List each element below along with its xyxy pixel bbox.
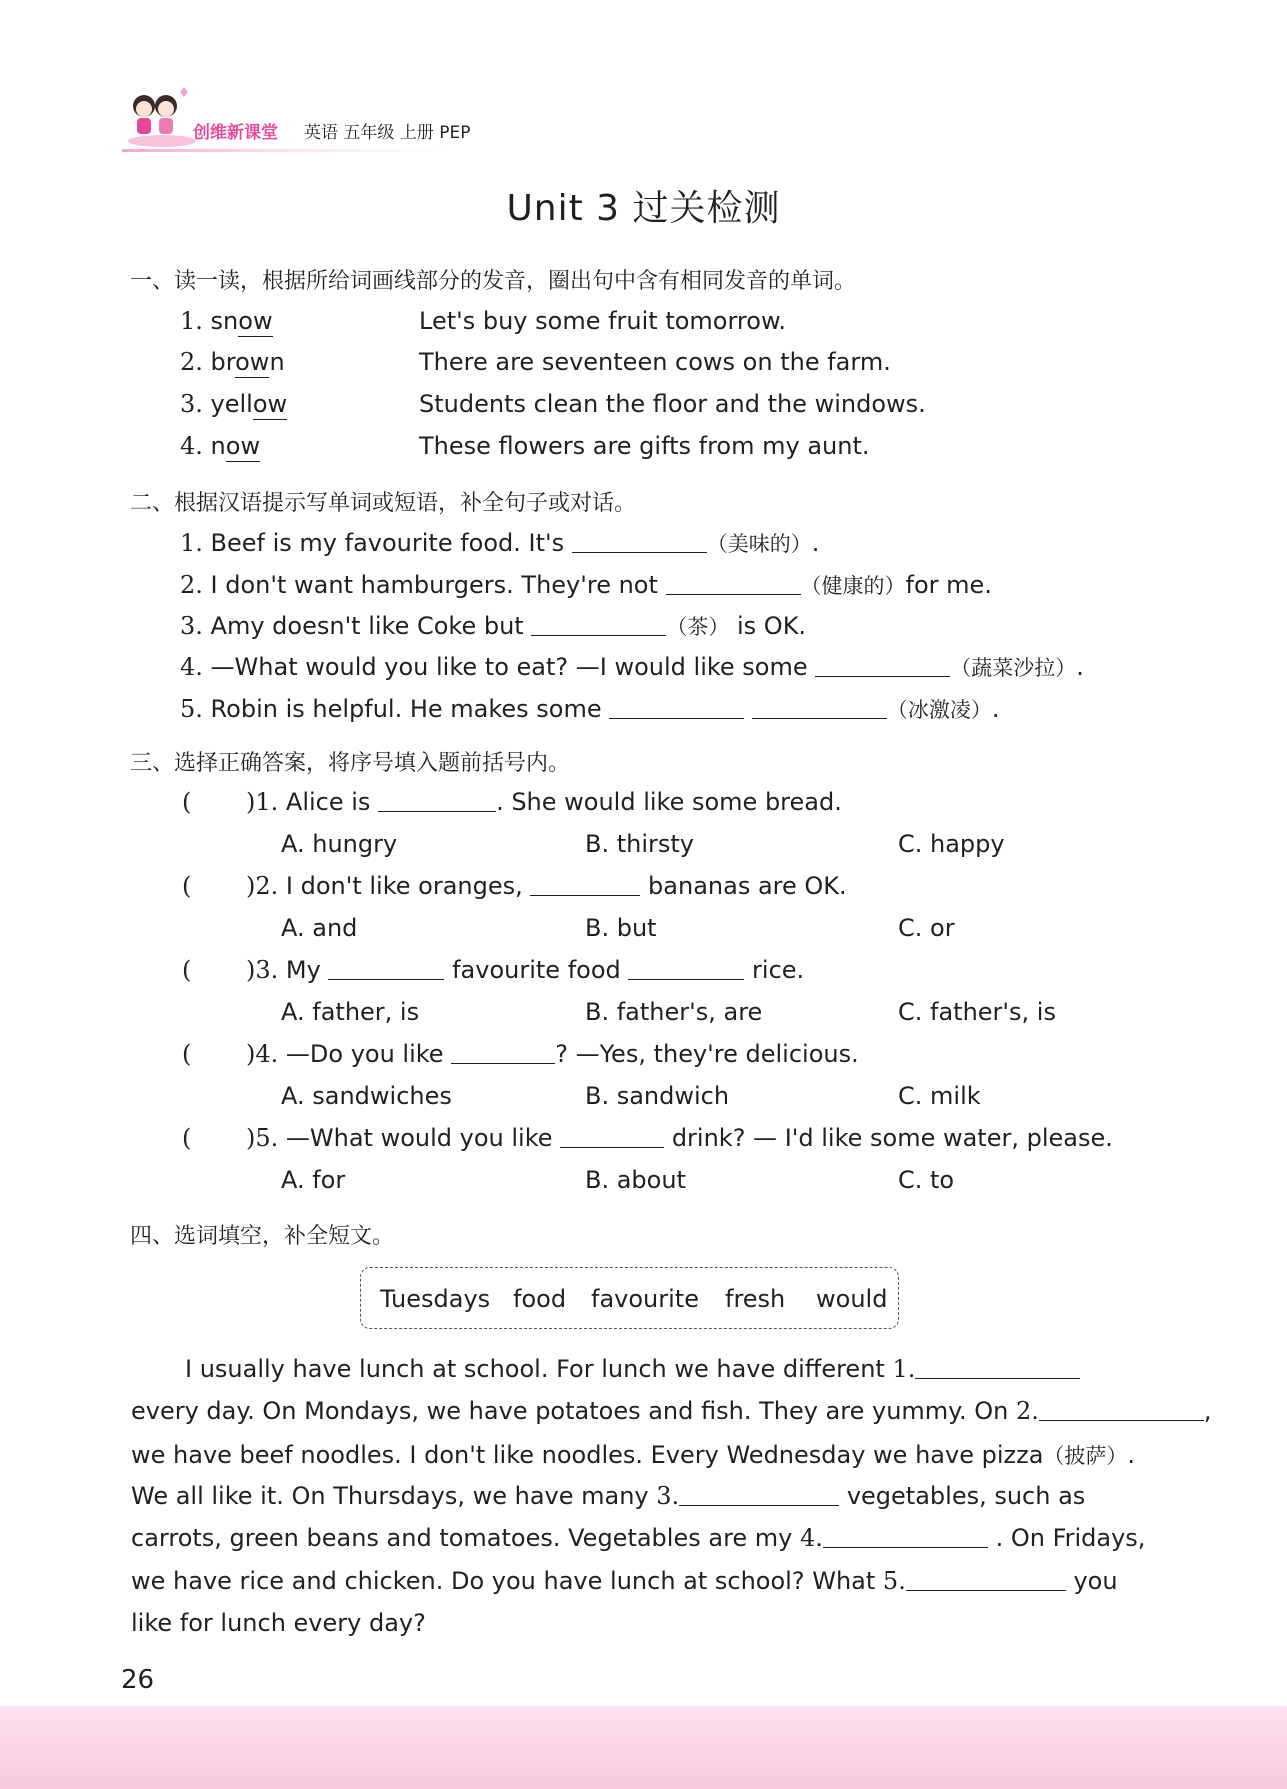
option-a[interactable]: A. for bbox=[281, 1166, 346, 1194]
section4-heading: 四、选词填空，补全短文。 bbox=[130, 1224, 395, 1249]
answer-bracket[interactable]: ( bbox=[182, 1124, 192, 1152]
s1-word-2: 2. brown bbox=[180, 348, 285, 376]
passage-line-4: We all like it. On Thursdays, we have many 3. vegetables, such as bbox=[131, 1482, 1086, 1510]
s1-sentence-4: These flowers are gifts from my aunt. bbox=[419, 432, 870, 460]
option-b[interactable]: B. about bbox=[585, 1166, 686, 1194]
option-b[interactable]: B. sandwich bbox=[585, 1082, 730, 1110]
passage-line-5: carrots, green beans and tomatoes. Vegetables are my 4. . On Fridays, bbox=[131, 1524, 1146, 1552]
answer-bracket[interactable]: ( bbox=[182, 788, 192, 816]
option-a[interactable]: A. father, is bbox=[281, 998, 420, 1026]
option-a[interactable]: A. and bbox=[281, 914, 358, 942]
passage-blank-5[interactable] bbox=[906, 1568, 1066, 1591]
answer-bracket[interactable]: ( bbox=[182, 956, 192, 984]
s1-sentence-2: There are seventeen cows on the farm. bbox=[419, 348, 891, 376]
option-c[interactable]: C. to bbox=[898, 1166, 955, 1194]
footer-band bbox=[0, 1706, 1287, 1789]
book-info: 英语 五年级 上册 PEP bbox=[304, 123, 471, 143]
s1-word-1: 1. snow bbox=[180, 307, 273, 335]
answer-blank[interactable] bbox=[752, 696, 887, 719]
answer-blank[interactable] bbox=[531, 613, 666, 636]
s3-question-5: )5. —What would you like drink? — I'd like some water, please. bbox=[246, 1124, 1113, 1152]
option-a[interactable]: A. hungry bbox=[281, 830, 398, 858]
answer-blank bbox=[451, 1041, 555, 1064]
option-c[interactable]: C. happy bbox=[898, 830, 1005, 858]
answer-blank bbox=[628, 957, 744, 980]
s1-word-4: 4. now bbox=[180, 432, 261, 460]
s1-word-3: 3. yellow bbox=[180, 390, 288, 418]
s2-item-4: 4. —What would you like to eat? —I would like some （蔬菜沙拉）. bbox=[180, 653, 1084, 681]
answer-blank bbox=[328, 957, 444, 980]
option-c[interactable]: C. milk bbox=[898, 1082, 981, 1110]
answer-blank bbox=[530, 873, 640, 896]
word-bank-item: food bbox=[513, 1285, 567, 1313]
option-b[interactable]: B. father's, are bbox=[585, 998, 763, 1026]
passage-blank-1[interactable] bbox=[915, 1356, 1080, 1379]
answer-blank bbox=[378, 789, 496, 812]
word-bank-item: fresh bbox=[725, 1285, 786, 1313]
s3-question-2: )2. I don't like oranges, bananas are OK. bbox=[246, 872, 847, 900]
s2-item-2: 2. I don't want hamburgers. They're not （健康的）for me. bbox=[180, 571, 992, 599]
s1-sentence-1: Let's buy some fruit tomorrow. bbox=[419, 307, 787, 335]
option-b[interactable]: B. thirsty bbox=[585, 830, 694, 858]
section2-heading: 二、根据汉语提示写单词或短语，补全句子或对话。 bbox=[130, 491, 637, 516]
s1-sentence-3: Students clean the floor and the windows. bbox=[419, 390, 926, 418]
word-bank-item: Tuesdays bbox=[380, 1285, 491, 1313]
page-title: Unit 3 过关检测 bbox=[506, 188, 781, 229]
passage-blank-3[interactable] bbox=[679, 1483, 839, 1506]
mascot-logo bbox=[122, 86, 202, 158]
answer-blank[interactable] bbox=[572, 530, 707, 553]
brand-name: 创维新课堂 bbox=[193, 123, 278, 143]
word-bank-item: would bbox=[816, 1285, 888, 1313]
answer-blank[interactable] bbox=[815, 654, 950, 677]
option-b[interactable]: B. but bbox=[585, 914, 657, 942]
section1-heading: 一、读一读，根据所给词画线部分的发音，圈出句中含有相同发音的单词。 bbox=[130, 269, 857, 294]
s2-item-3: 3. Amy doesn't like Coke but （茶） is OK. bbox=[180, 612, 807, 640]
answer-blank[interactable] bbox=[609, 696, 744, 719]
s3-question-1: )1. Alice is . She would like some bread. bbox=[246, 788, 842, 816]
passage-line-6: we have rice and chicken. Do you have lunch at school? What 5. you bbox=[131, 1567, 1118, 1595]
passage-blank-2[interactable] bbox=[1039, 1398, 1204, 1421]
s3-question-4: )4. —Do you like ? —Yes, they're delicious. bbox=[246, 1040, 859, 1068]
option-a[interactable]: A. sandwiches bbox=[281, 1082, 452, 1110]
s3-question-3: )3. My favourite food rice. bbox=[246, 956, 805, 984]
passage-line-1: I usually have lunch at school. For lunch we have different 1. bbox=[185, 1355, 1080, 1383]
passage-line-2: every day. On Mondays, we have potatoes and fish. They are yummy. On 2. , bbox=[131, 1397, 1212, 1425]
option-c[interactable]: C. or bbox=[898, 914, 955, 942]
word-bank-item: favourite bbox=[591, 1285, 699, 1313]
option-c[interactable]: C. father's, is bbox=[898, 998, 1056, 1026]
answer-bracket[interactable]: ( bbox=[182, 872, 192, 900]
header-divider bbox=[122, 149, 452, 152]
page-number: 26 bbox=[121, 1665, 155, 1695]
passage-blank-4[interactable] bbox=[823, 1525, 988, 1548]
answer-blank bbox=[560, 1125, 664, 1148]
answer-bracket[interactable]: ( bbox=[182, 1040, 192, 1068]
passage-line-7: like for lunch every day? bbox=[131, 1609, 426, 1637]
answer-blank[interactable] bbox=[666, 572, 801, 595]
s2-item-1: 1. Beef is my favourite food. It's （美味的）. bbox=[180, 529, 820, 557]
word-bank-box bbox=[360, 1267, 899, 1329]
passage-line-3: we have beef noodles. I don't like noodles. Every Wednesday we have pizza（披萨）. bbox=[131, 1441, 1136, 1469]
section3-heading: 三、选择正确答案，将序号填入题前括号内。 bbox=[130, 751, 571, 776]
s2-item-5: 5. Robin is helpful. He makes some （冰激凌）. bbox=[180, 695, 1000, 723]
